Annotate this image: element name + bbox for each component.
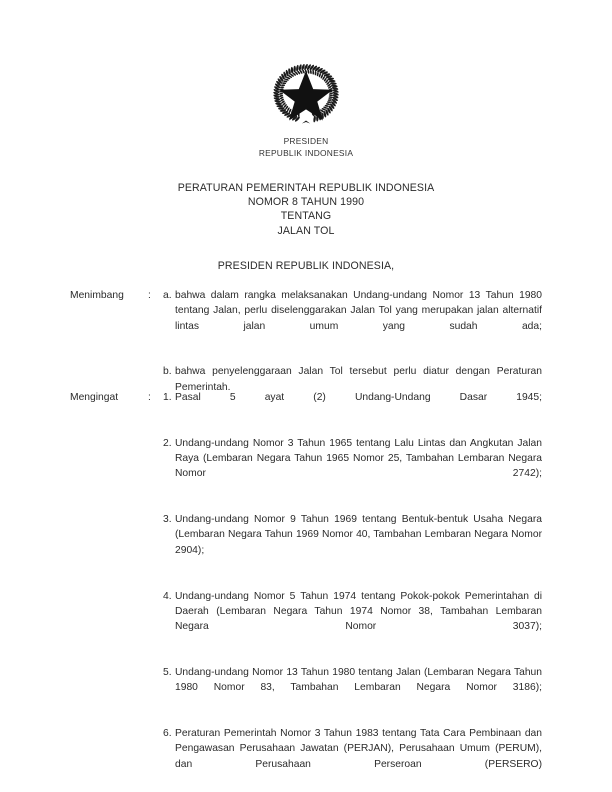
list-item-text: Undang-undang Nomor 5 Tahun 1974 tentang Pokok-pokok Pemerintahan di Daerah (Lembaran Negara Tahun 1974 Nomor 38, Tambahan Lembaran Negara Nomor 3037);: [175, 590, 542, 633]
list-item-text: Undang-undang Nomor 3 Tahun 1965 tentang Lalu Lintas dan Angkutan Jalan Raya (Lembaran Negara Tahun 1965 Nomor 25, Tambahan Lembaran Negara Nomor 2742);: [175, 437, 542, 480]
emblem-caption-line-2: REPUBLIK INDONESIA: [258, 147, 354, 158]
list-item: [163, 589, 542, 650]
list-item-text: Undang-undang Nomor 9 Tahun 1969 tentang Bentuk-bentuk Usaha Negara (Lembaran Negara Tahun 1969 Nomor 40, Tambahan Lembaran Negara Nomor 2904);: [175, 514, 542, 556]
indonesian-presidential-star-wreath-emblem: [264, 56, 348, 128]
list-item: [163, 726, 542, 787]
emblem-container: [0, 56, 612, 133]
list-item: [163, 390, 542, 421]
list-item-marker: 2.: [163, 437, 172, 449]
clause-mengingat: [70, 390, 542, 787]
list-item-marker: b.: [163, 366, 172, 378]
title-line-number: NOMOR 8 TAHUN 1990: [247, 196, 365, 209]
clause-item-list-mengingat: [163, 390, 542, 787]
list-item-text: Undang-undang Nomor 13 Tahun 1980 tentang Jalan (Lembaran Negara Tahun 1980 Nomor 83, Tambahan Lembaran Negara Nomor 3186);: [175, 666, 542, 694]
title-line-tentang: TENTANG: [280, 210, 332, 223]
emblem-caption: [0, 136, 612, 159]
title-line-subject: JALAN TOL: [277, 224, 335, 237]
clause-label-mengingat: Mengingat: [70, 392, 119, 403]
list-item: [163, 436, 542, 497]
list-item: [163, 512, 542, 573]
list-item-marker: 1.: [163, 392, 172, 403]
list-item-marker: 5.: [163, 666, 172, 678]
clause-row: [70, 390, 542, 787]
list-item-marker: 6.: [163, 727, 172, 739]
clause-colon: :: [148, 392, 151, 403]
list-item: [163, 288, 542, 349]
clause-label-menimbang: Menimbang: [70, 290, 124, 301]
list-item-text: bahwa penyelenggaraan Jalan Tol tersebut perlu diatur dengan Peraturan Pemerintah.: [175, 366, 542, 393]
list-item-text: Pasal 5 ayat (2) Undang-Undang Dasar 1945;: [175, 392, 542, 403]
emblem-caption-line-1: PRESIDEN: [283, 136, 329, 146]
president-heading: PRESIDEN REPUBLIK INDONESIA,: [217, 260, 395, 272]
document-title: [0, 181, 612, 238]
list-item-marker: a.: [163, 290, 172, 301]
list-item-text: Peraturan Pemerintah Nomor 3 Tahun 1983 tentang Tata Cara Pembinaan dan Pengawasan Perusahaan Jawatan (PERJAN), Perusahaan Umum (PERUM), dan Perusahaan Perseroan (PERSERO): [175, 727, 542, 770]
list-item-text: bahwa dalam rangka melaksanakan Undang-undang Nomor 13 Tahun 1980 tentang Jalan, perlu diselenggarakan Jalan Tol yang merupakan jalan alternatif lintas jalan umum yang sudah ada;: [175, 290, 542, 332]
clause-colon: :: [148, 290, 151, 301]
list-item-marker: 4.: [163, 590, 172, 602]
list-item: [163, 665, 542, 711]
list-item-marker: 3.: [163, 514, 172, 526]
title-line-regulation: PERATURAN PEMERINTAH REPUBLIK INDONESIA: [177, 182, 435, 194]
